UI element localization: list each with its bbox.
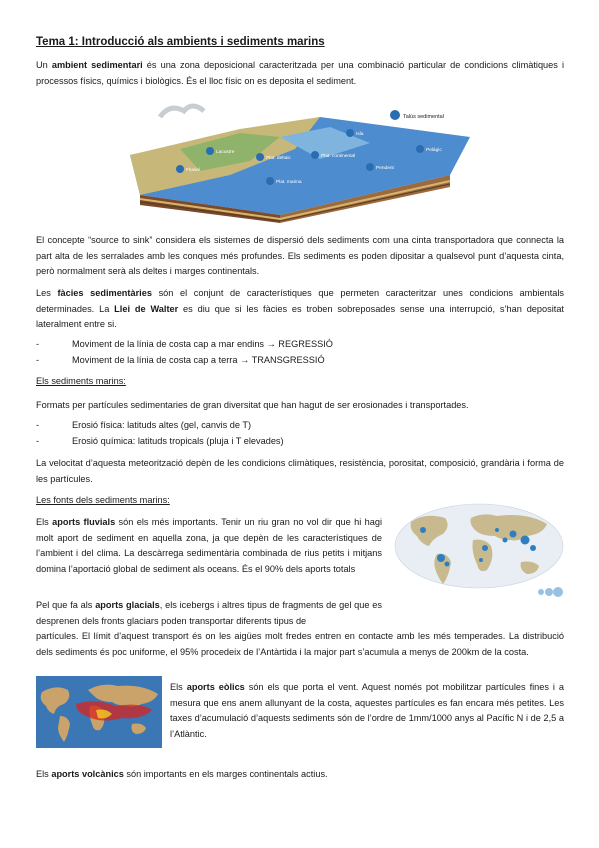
term-aports-eolics: aports eòlics <box>186 682 245 692</box>
paragraph-aports-glacials-b: partícules. El límit d’aquest transport és on les aigües molt fredes entren en contacte amb les més temperades. La distribució dels sediments és poc uniforme, el 95% procedeix de l’Antàrtida i la major part s’acumula a menys de 200km de la costa. <box>36 631 564 657</box>
text: Pel que fa als <box>36 600 96 610</box>
text: es diu que si les fàcies es troben sobreposades sense una interrupció, s’han depositat lateralment entre si. <box>36 303 564 329</box>
sedimentary-environments-diagram <box>120 97 472 225</box>
text: Els <box>170 682 187 692</box>
text: Un <box>36 60 52 70</box>
paragraph-meteoritzacio: La velocitat d’aquesta meteorització depèn de les condicions climàtiques, resistència, porositat, composició, grandària i forma de les partícules. <box>36 458 564 484</box>
paragraph-ambient <box>36 58 564 89</box>
text: , els icebergs i altres tipus de fragments de gel que es desprenen dels fronts glaciars poden transportar diferents tipus de <box>36 600 382 626</box>
list-item: - Moviment de la línia de costa cap a mar endins → REGRESSIÓ <box>36 339 333 349</box>
paragraph-formats: Formats per partícules sedimentaries de gran diversitat que han hagut de ser erosionades i transportades. <box>36 400 469 410</box>
list-item: - Moviment de la línia de costa cap a terra → TRANSGRESSIÓ <box>36 355 325 365</box>
text: són els que porta el vent. Aquest només pot mobilitzar partícules fines i a mesura que ens anem allunyant de la costa, aquestes partícules es fan encara més petites. Les taxes d’acumulació d’aquests sediments són de l’ordre de 1mm/1000 anys al Pacífic N i de 2,5 a l’Atlàntic. <box>170 682 565 739</box>
world-map-river-discharge <box>393 500 565 610</box>
diagram-label: Lacustre <box>216 150 235 155</box>
term-aports-volcanics: aports volcànics <box>51 769 124 779</box>
bullet-text: Erosió física: latituds altes (gel, canvis de T) <box>72 420 252 430</box>
term-llei-walter: Llei de Walter <box>114 303 179 314</box>
text: és una zona deposicional caracteritzada per una combinació particular de condicions climàtiques i processos físics, químics i biològics. És el lloc físic on es deposita el sediment. <box>36 60 564 86</box>
paragraph-aports-glacials-a <box>36 598 382 629</box>
world-map-dust-deposition <box>36 676 162 748</box>
text: són importants en els marges continentals actius. <box>123 769 328 779</box>
paragraph-aports-volcanics <box>36 767 564 783</box>
diagram-label: Talús sedimental <box>403 114 444 120</box>
section-heading-fonts: Les fonts dels sediments marins: <box>36 495 170 505</box>
diagram-label: Pelàgic <box>426 148 442 153</box>
diagram-label: Pendent <box>376 166 394 171</box>
list-item: - Erosió química: latituds tropicals (pluja i T elevades) <box>36 436 284 446</box>
bullet-text: Erosió química: latituds tropicals (pluja i T elevades) <box>72 436 284 446</box>
paragraph-aports-eolics <box>170 680 564 742</box>
diagram-label: Plat. marina <box>276 180 302 185</box>
bullet-text: Moviment de la línia de costa cap a mar endins → REGRESSIÓ <box>72 339 333 349</box>
paragraph-facies <box>36 286 564 333</box>
paragraph-source-to-sink: El concepte “source to sink” considera els sistemes de dispersió dels sediments com una cinta transportadora que connecta la part alta de les serralades amb les conques més profundes. Els sediments es poden dipositar a qualsevol punt d’aquesta cinta, però normalment serà als deltes i marges continentals. <box>36 235 564 276</box>
text: són els més importants. Tenir un riu gran no vol dir que hi hagi molt aport de sediment en aquella zona, ja que depèn de les característiques de l’ambient i del clima. La descàrrega sedimentària combinada de rius petits i mitjans domina l’aportació global de sediment als oceans. És el 90% dels aports totals <box>36 517 382 574</box>
term-aports-fluvials: aports fluvials <box>52 517 116 527</box>
text: Els <box>36 517 53 527</box>
text: Les <box>36 288 58 298</box>
section-heading-sediments: Els sediments marins: <box>36 376 126 386</box>
list-item: - Erosió física: latituds altes (gel, canvis de T) <box>36 420 252 430</box>
diagram-label: Plat. continental <box>321 154 356 159</box>
diagram-label: Plat. deltaic <box>266 156 291 161</box>
term-aports-glacials: aports glacials <box>95 600 160 610</box>
page-title: Tema 1: Introducció als ambients i sediments marins <box>36 36 325 48</box>
text: Els <box>36 769 52 779</box>
paragraph-aports-fluvials <box>36 515 382 577</box>
text: són el conjunt de característiques que permeten caracteritzar unes condicions ambientals determinades. La <box>36 288 564 314</box>
diagram-label: Isla <box>356 132 364 137</box>
term-facies-sedimentaries: fàcies sedimentàries <box>57 288 152 298</box>
term-ambient-sedimentari: ambient sedimentari <box>51 60 143 70</box>
bullet-text: Moviment de la línia de costa cap a terra → TRANSGRESSIÓ <box>72 355 325 365</box>
diagram-label: Fluvial <box>186 168 200 173</box>
